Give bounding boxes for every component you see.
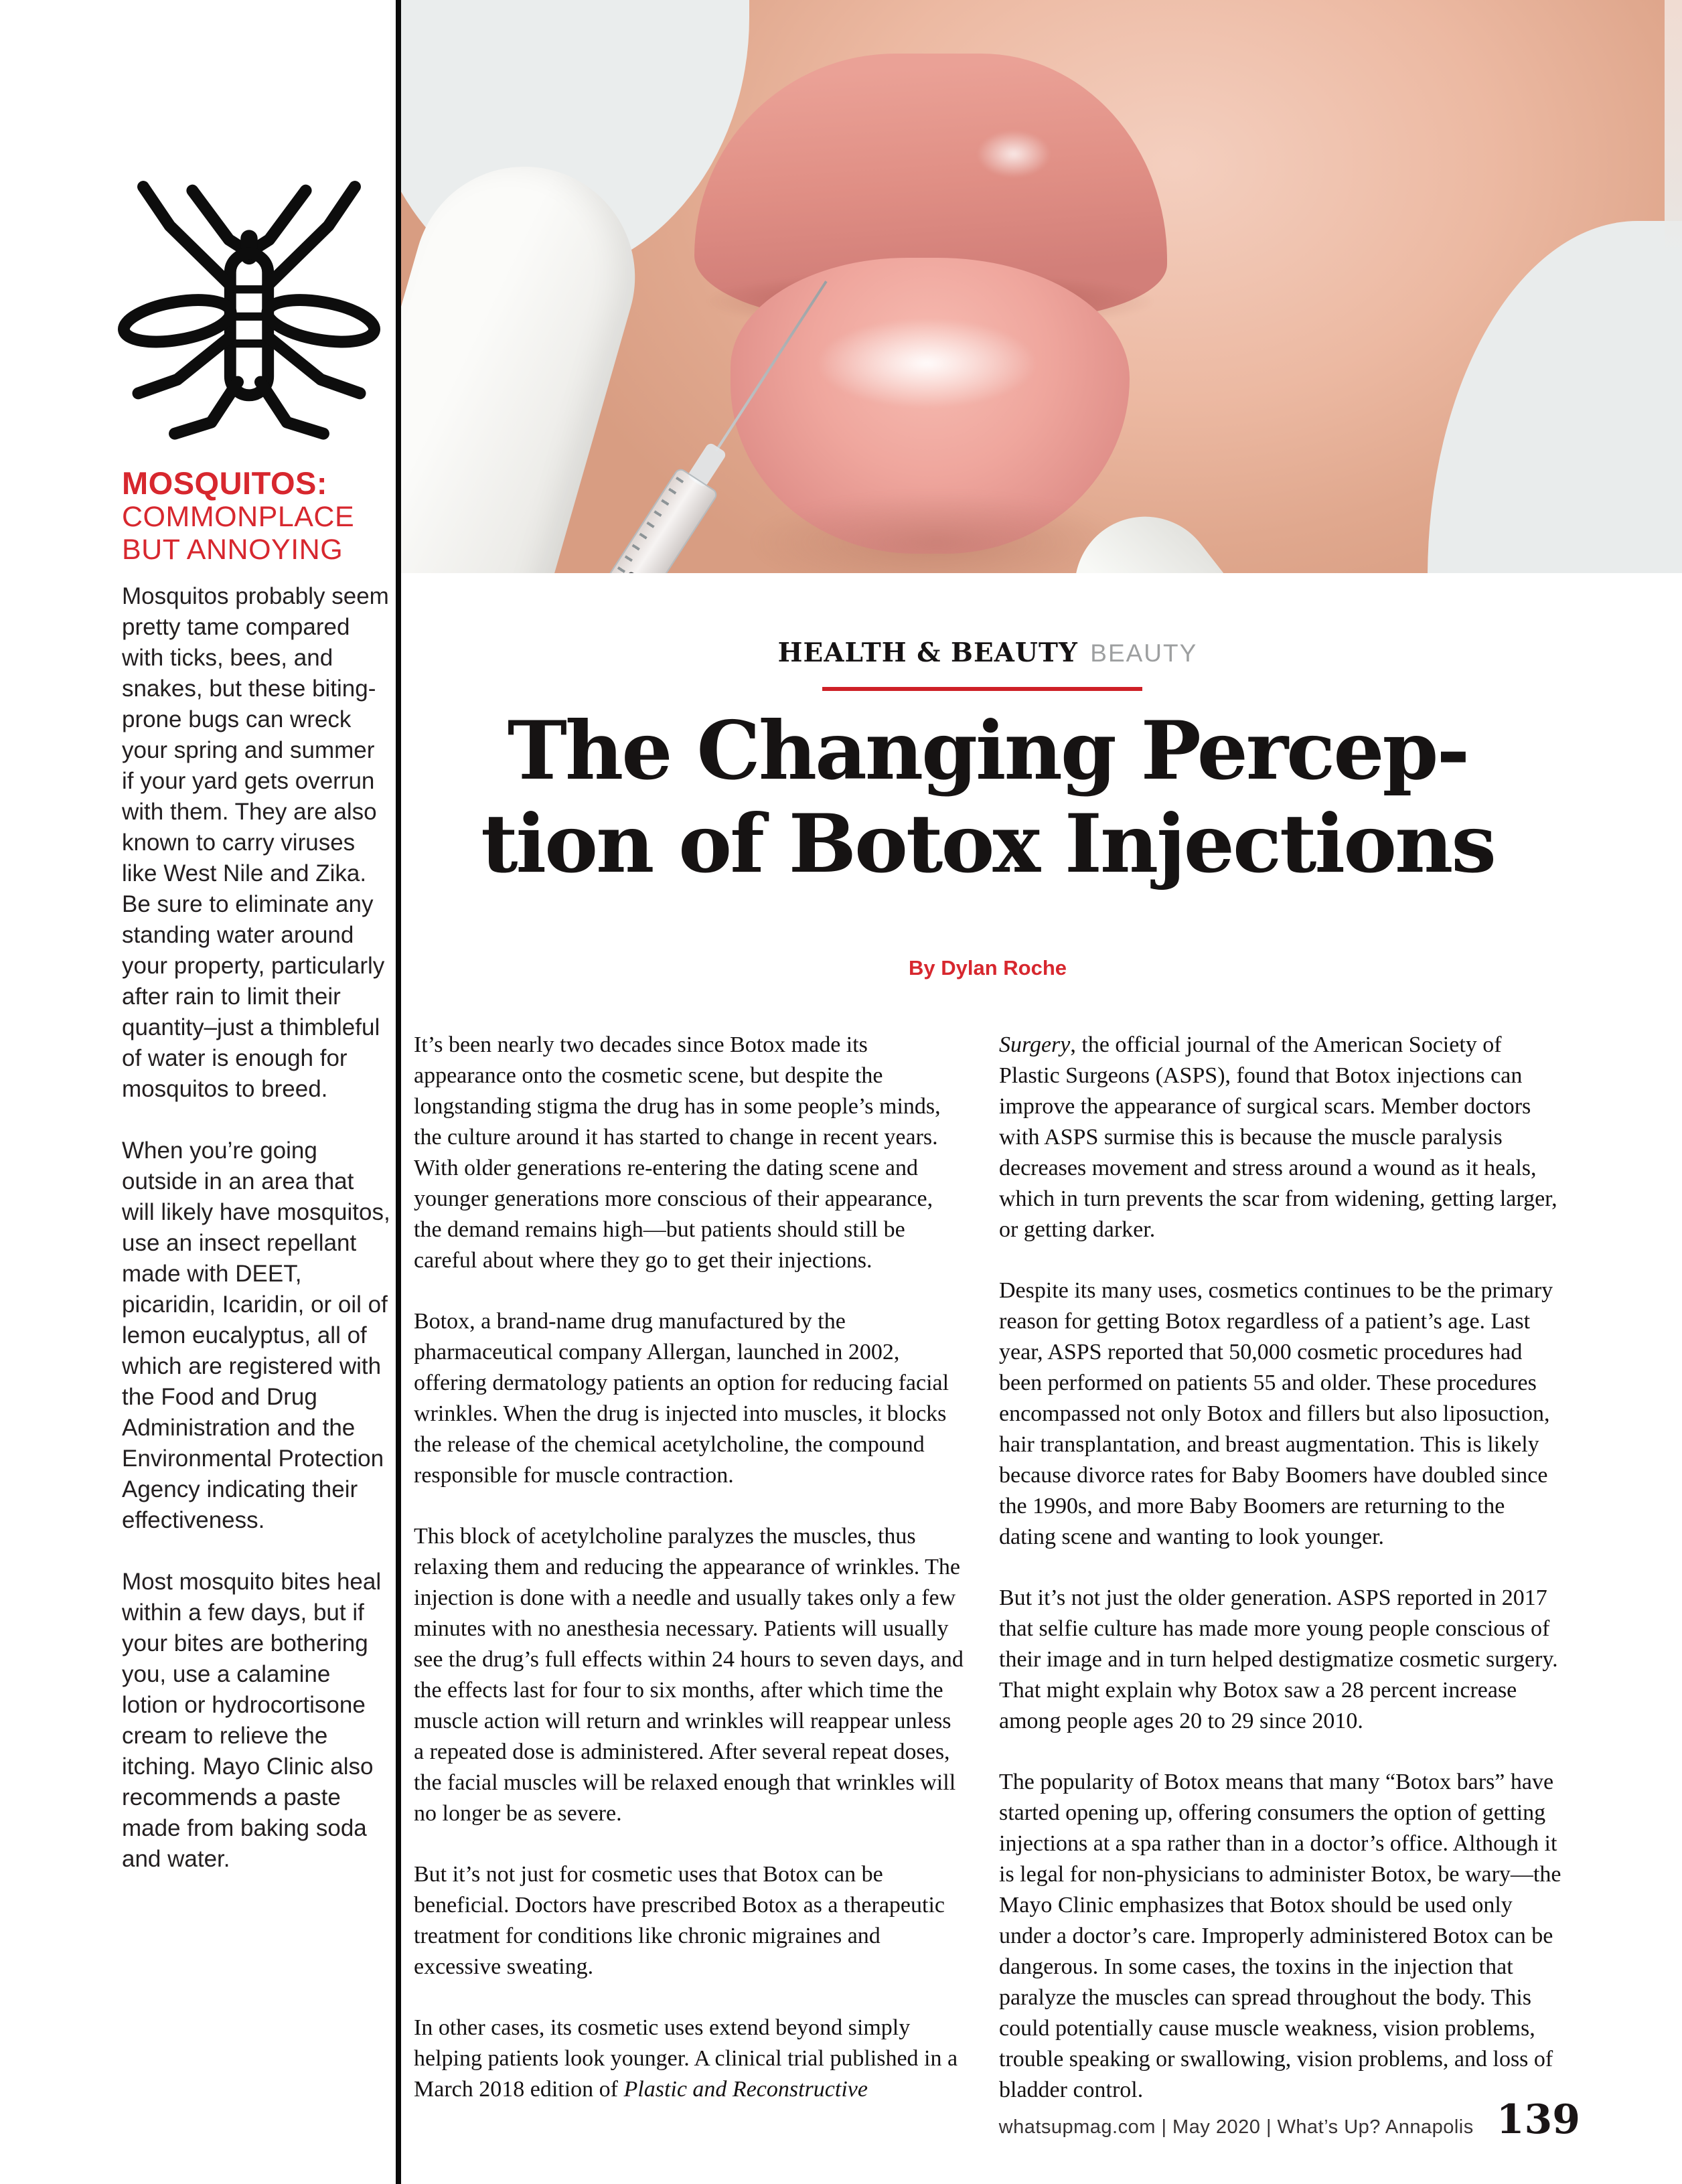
article-paragraph: Surgery, the official journal of the American Society of Plastic Surgeons (ASPS), found that Botox injections can improve the appearance of surgical scars. Member doctors with ASPS surmise this is because the muscle paralysis decreases movement and stress around a wound as it heals, which in turn prevents the scar from widening, getting larger, or getting darker.	[999, 1032, 1557, 1242]
sidebar-subtitle	[122, 501, 354, 566]
section-kicker	[415, 637, 1560, 668]
headline-line: The Changing Percep-	[507, 704, 1468, 798]
article-paragraph: Despite its many uses, cosmetics continues to be the primary reason for getting Botox regardless of a patient’s age. Last year, ASPS reported that 50,000 cosmetic procedures had been performed on patients 55 and older. These procedures encompassed not only Botox and fillers but also liposuction, hair transplantation, and breast augmentation. This is likely because divorce rates for Baby Boomers have doubled since the 1990s, and more Baby Boomers are returning to the dating scene and wanting to look younger.	[999, 1278, 1553, 1549]
lip-gloss-highlight-small	[977, 131, 1051, 177]
page-number: 139	[1496, 2096, 1580, 2143]
vertical-divider-rule	[396, 0, 401, 2184]
byline: By Dylan Roche	[908, 956, 1067, 980]
sidebar-subtitle-line-1: COMMONPLACE	[122, 501, 355, 533]
article-paragraph: This block of acetylcholine paralyzes the muscles, thus relaxing them and reducing the appearance of wrinkles. The injection is done with a needle and usually takes only a few minutes with no anesthesia necessary. Patients will usually see the drug’s full effects within 24 hours to seven days, and the effects last for four to six months, after which time the muscle action will return and wrinkles will reappear unless a repeated dose is administered. After several repeat doses, the facial muscles will be relaxed enough that wrinkles will no longer be as severe.	[414, 1524, 964, 1826]
article-paragraph: The popularity of Botox means that many “Botox bars” have started opening up, offering consumers the option of getting injections at a spa rather than in a doctor’s office. Although it is legal for non-physicians to administer Botox, be wary—the Mayo Clinic emphasizes that Botox should be used only under a doctor’s care. Improperly administered Botox can be dangerous. In some cases, the toxins in the injection that paralyze the muscles can spread throughout the body. This could potentially cause muscle weakness, vision problems, trouble speaking or swallowing, vision problems, and loss of bladder control.	[999, 1770, 1561, 2102]
sidebar-paragraph: Most mosquito bites heal within a few days, but if your bites are bothering you, use a calamine lotion or hydrocortisone cream to relieve the itching. Mayo Clinic also recommends a paste made from baking soda and water.	[122, 1569, 382, 1872]
photo-edge-strip	[1665, 0, 1682, 573]
sidebar-paragraph: Mosquitos probably seem pretty tame compared with ticks, bees, and snakes, but these biting-prone bugs can wreck your spring and summer if your yard gets overrun with them. They are also known to carry viruses like West Nile and Zika. Be sure to eliminate any standing water around your property, particularly after rain to limit their quantity–just a thimbleful of water is enough for mosquitos to breed.	[122, 583, 389, 1102]
article-paragraph: Botox, a brand-name drug manufactured by the pharmaceutical company Allergan, launched in 2002, offering dermatology patients an option for reducing facial wrinkles. When the drug is injected into muscles, it blocks the release of the chemical acetylcholine, the compound responsible for muscle contraction.	[414, 1309, 949, 1488]
mosquito-icon	[122, 173, 376, 444]
hero-photo-botox-injection	[401, 0, 1682, 573]
sidebar-title: MOSQUITOS:	[122, 465, 328, 501]
article-column-left	[414, 1030, 964, 2105]
sidebar-paragraphs	[122, 581, 391, 1875]
sidebar-subtitle-line-2: BUT ANNOYING	[122, 534, 343, 566]
section-label: HEALTH & BEAUTY	[777, 637, 1078, 668]
headline	[415, 704, 1560, 890]
article-paragraph: But it’s not just the older generation. ASPS reported in 2017 that selfie culture has made more young people conscious of their image and in turn helped destigmatize cosmetic surgery. That might explain why Botox saw a 28 percent increase among people ages 20 to 29 since 2010.	[999, 1585, 1558, 1733]
article-column-right	[999, 1030, 1561, 2106]
subsection-label: BEAUTY	[1090, 639, 1198, 667]
page-footer	[790, 2096, 1580, 2143]
sidebar-paragraph: When you’re going outside in an area that will likely have mosquitos, use an insect repellant made with DEET, picaridin, Icaridin, or oil of lemon eucalyptus, all of which are registered with the Food and Drug Administration and the Environmental Protection Agency indicating their effectiveness.	[122, 1138, 390, 1533]
article-paragraph: It’s been nearly two decades since Botox made its appearance onto the cosmetic scene, but despite the longstanding stigma the drug has in some people’s minds, the culture around it has started to change in recent years. With older generations re-entering the dating scene and younger generations more conscious of their appearance, the demand remains high—but patients should still be careful about where they go to get their injections.	[414, 1032, 941, 1273]
article-paragraph: But it’s not just for cosmetic uses that Botox can be beneficial. Doctors have prescribed Botox as a therapeutic treatment for conditions like chronic migraines and excessive sweating.	[414, 1862, 945, 1979]
article-paragraph: In other cases, its cosmetic uses extend beyond simply helping patients look younger. A clinical trial published in a March 2018 edition of Plastic and Reconstructive	[414, 2015, 958, 2102]
headline-line: tion of Botox Injections	[481, 797, 1495, 891]
footer-meta: whatsupmag.com | May 2020 | What’s Up? Annapolis	[998, 2116, 1474, 2138]
kicker-red-rule	[822, 687, 1142, 691]
